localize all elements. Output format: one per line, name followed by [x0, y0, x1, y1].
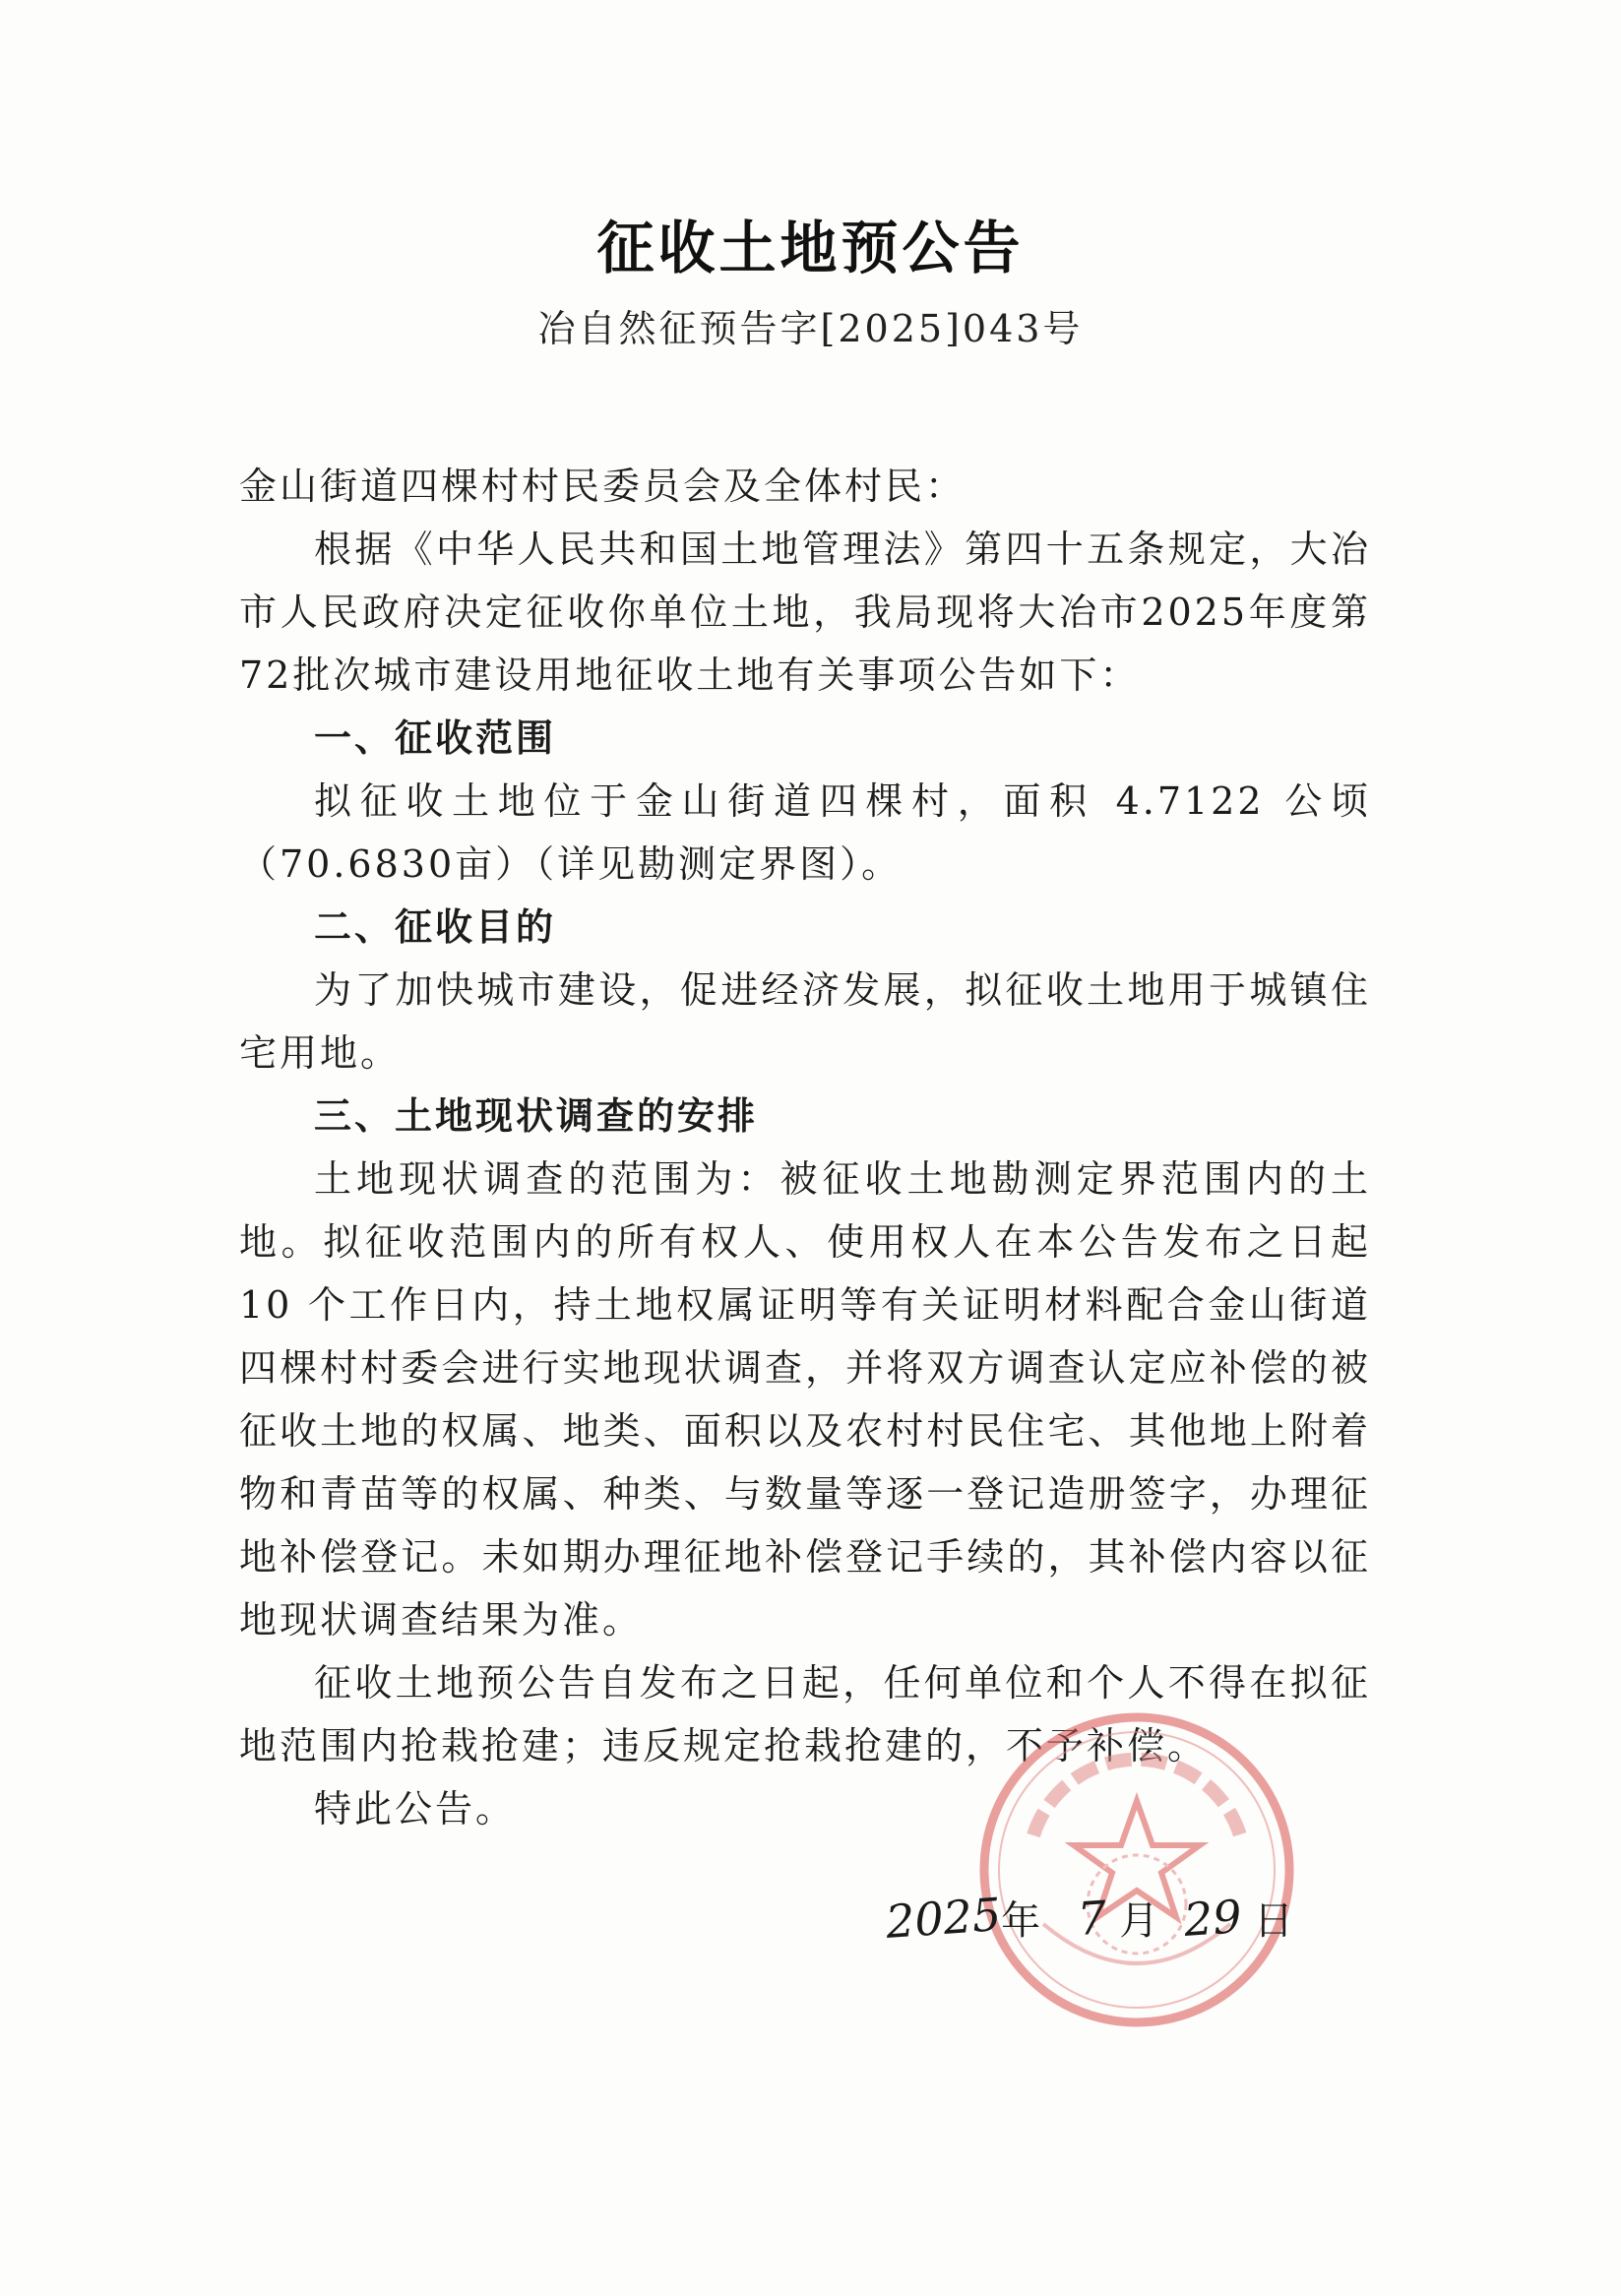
section-text-scope: 拟征收土地位于金山街道四棵村，面积 4.7122 公顷（70.6830亩）（详见勘测定界图）。 — [239, 779, 1371, 886]
section-heading-scope: 一、征收范围 — [314, 716, 557, 760]
document-number: 冶自然征预告字[2025]043号 — [537, 307, 1084, 350]
date-day: 29 — [1181, 1890, 1244, 1947]
section-heading-purpose: 二、征收目的 — [314, 905, 557, 949]
date-month: 7 — [1076, 1891, 1109, 1946]
official-seal-icon — [974, 1707, 1299, 2032]
date-month-unit: 月 — [1119, 1898, 1159, 1944]
intro-paragraph: 根据《中华人民共和国土地管理法》第四十五条规定，大冶市人民政府决定征收你单位土地，我局现将大冶市2025年度第72批次城市建设用地征收土地有关事项公告如下： — [239, 527, 1371, 697]
date-day-unit: 日 — [1253, 1898, 1293, 1944]
section-text-survey: 土地现状调查的范围为：被征收土地勘测定界范围内的土地。拟征收范围内的所有权人、使用权人在本公告发布之日起 10 个工作日内，持土地权属证明等有关证明材料配合金山街道四棵村村委会进行实地现状调查，并将双方调查认定应补偿的被征收土地的权属、地类、面积以及农村村民住宅、其他地上附着物和青苗等的权属、种类、与数量等逐一登记造册签字，办理征地补偿登记。未如期办理征地补偿登记手续的，其补偿内容以征地现状调查结果为准。 — [239, 1157, 1371, 1642]
salutation: 金山街道四棵村村民委员会及全体村民： — [239, 465, 966, 508]
document-body — [239, 455, 1371, 1840]
date-year: 2025 — [884, 1887, 1003, 1950]
signature-date — [884, 1887, 1293, 1950]
section-heading-survey: 三、土地现状调查的安排 — [314, 1094, 759, 1138]
closing-line: 特此公告。 — [314, 1787, 517, 1831]
document-title: 征收土地预公告 — [596, 215, 1025, 281]
section-text-purpose: 为了加快城市建设，促进经济发展，拟征收土地用于城镇住宅用地。 — [239, 968, 1371, 1075]
notice-paragraph: 征收土地预公告自发布之日起，任何单位和个人不得在拟征地范围内抢栽抢建；违反规定抢栽抢建的，不予补偿。 — [239, 1661, 1371, 1768]
date-year-unit: 年 — [1001, 1898, 1041, 1944]
